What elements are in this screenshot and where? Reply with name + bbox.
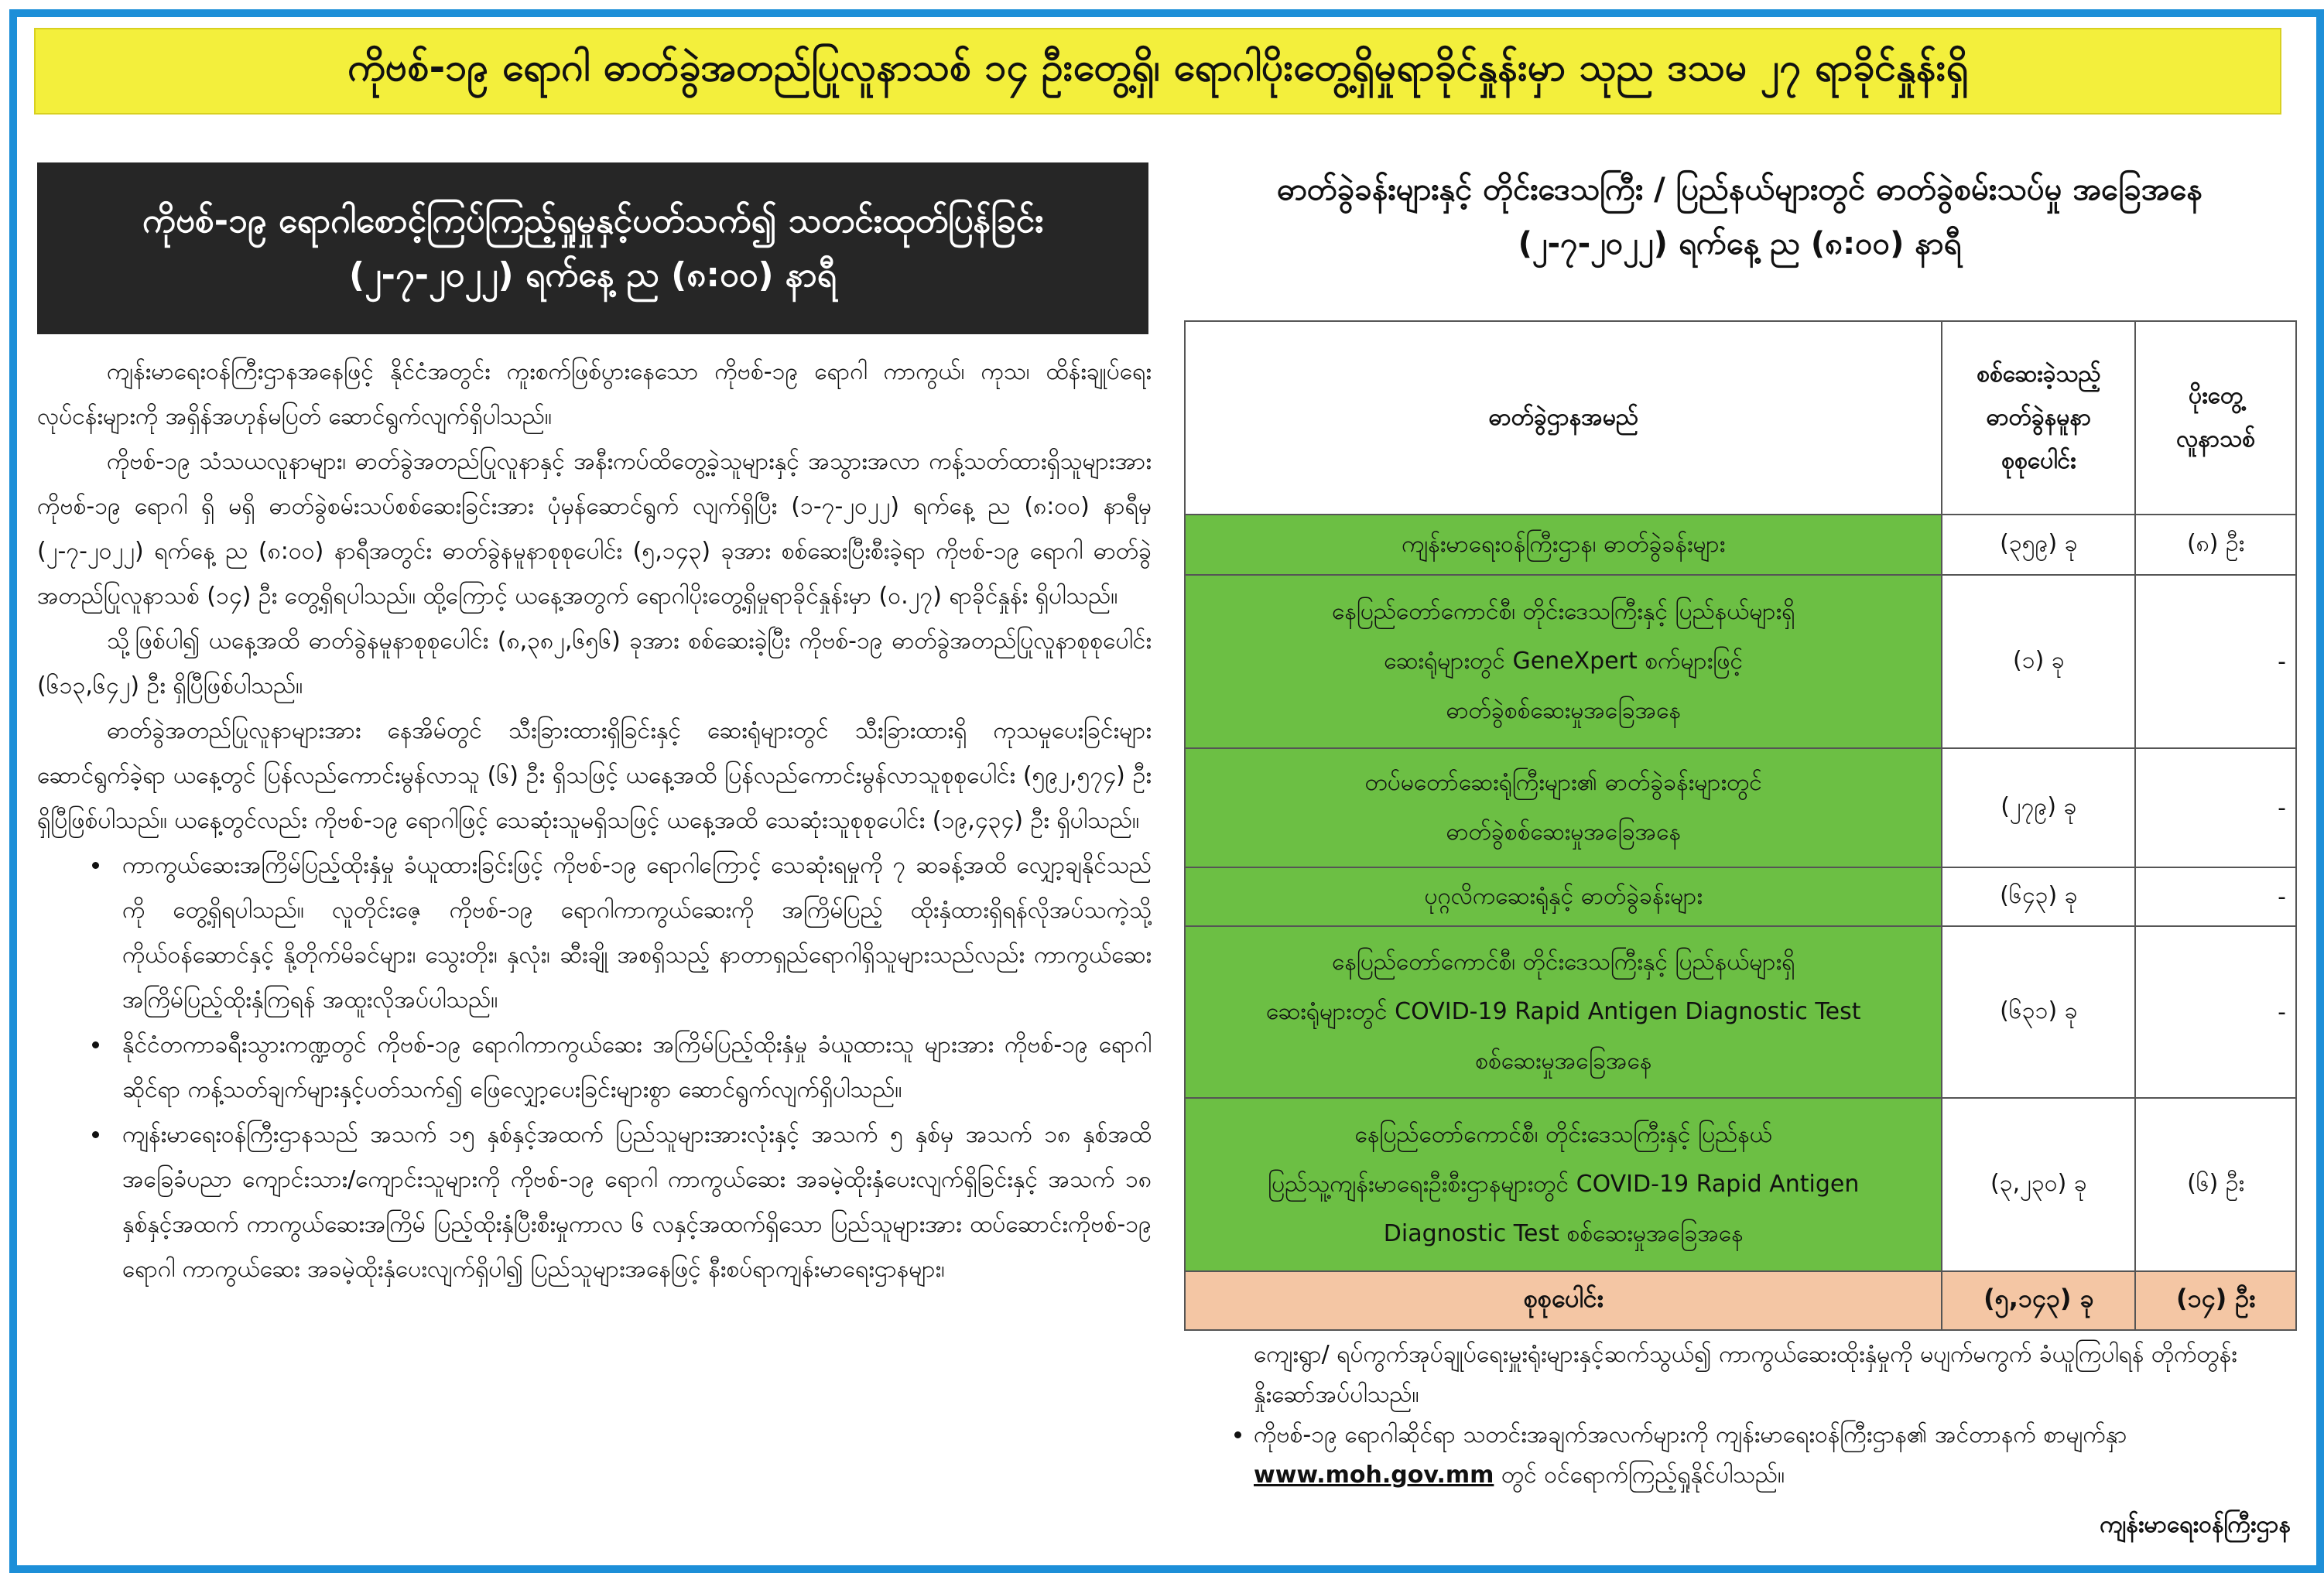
table-header-row xyxy=(1185,321,2296,515)
bullet-list xyxy=(37,843,1152,1292)
headline-banner: ကိုဗစ်-၁၉ ရောဂါ ဓာတ်ခွဲအတည်ပြုလူနာသစ် ၁၄ ဦးတွေ့ရှိ၊ ရောဂါပိုးတွေ့ရှိမှုရာခိုင်နှုန်းမှာ သုည ဒသမ ၂၇ ရာခိုင်နှုန်းရှိ xyxy=(34,28,2281,115)
right-title-block xyxy=(1183,162,2297,271)
positive-cell: - xyxy=(2135,926,2296,1098)
header-lab-name: ဓာတ်ခွဲဌာနအမည် xyxy=(1185,321,1942,515)
positive-cell: - xyxy=(2135,867,2296,926)
lab-name-cell: နေပြည်တော်ကောင်စီ၊ တိုင်းဒေသကြီးနှင့် ပြည်နယ်များရှိ ဆေးရုံများတွင် GeneXpert စက်များဖြင့် ဓာတ်ခွဲစစ်ဆေးမှုအခြေအနေ xyxy=(1185,575,1942,748)
header-positive: ပိုးတွေ့ လူနာသစ် xyxy=(2135,321,2296,515)
table-row xyxy=(1185,575,2296,748)
tested-cell: (၆၃၁) ခု xyxy=(1942,926,2135,1098)
lab-name-cell: နေပြည်တော်ကောင်စီ၊ တိုင်းဒေသကြီးနှင့် ပြည်နယ်များရှိ ဆေးရုံများတွင် COVID-19 Rapid Antigen Diagnostic Test စစ်ဆေးမှုအခြေအနေ xyxy=(1185,926,1942,1098)
left-title-box xyxy=(37,162,1148,334)
notes xyxy=(1223,1335,2298,1496)
tested-cell: (၆၄၃) ခု xyxy=(1942,867,2135,926)
note-item: • ကိုဗစ်-၁၉ ရောဂါဆိုင်ရာ သတင်းအချက်အလက်များကို ကျန်းမာရေးဝန်ကြီးဌာန၏ အင်တာနက် စာမျက်နှာ www.moh.gov.mm တွင် ဝင်ရောက်ကြည့်ရှုနိုင်ပါသည်။ xyxy=(1254,1415,2298,1496)
tested-cell: (၃,၂၃၀) ခု xyxy=(1942,1098,2135,1271)
table-total-row xyxy=(1185,1271,2296,1330)
positive-cell: (၆) ဦး xyxy=(2135,1098,2296,1271)
header-tested: စစ်ဆေးခဲ့သည့် ဓာတ်ခွဲနမူနာ စုစုပေါင်း xyxy=(1942,321,2135,515)
tested-cell: (၂၇၉) ခု xyxy=(1942,748,2135,867)
total-positive: (၁၄) ဦး xyxy=(2135,1271,2296,1330)
left-date: (၂-၇-၂၀၂၂) ရက်နေ့ ည (၈:၀၀) နာရီ xyxy=(348,255,837,295)
tested-cell: (၁) ခု xyxy=(1942,575,2135,748)
left-body xyxy=(37,350,1152,1545)
paragraph: ဓာတ်ခွဲအတည်ပြုလူနာများအား နေအိမ်တွင် သီးခြားထားရှိခြင်းနှင့် ဆေးရုံများတွင် သီးခြားထားရှိ ကုသမှုပေးခြင်းများ ဆောင်ရွက်ခဲ့ရာ ယနေ့တွင် ပြန်လည်ကောင်းမွန်လာသူ (၆) ဦး ရှိသဖြင့် ယနေ့အထိ ပြန်လည်ကောင်းမွန်လာသူစုစုပေါင်း (၅၉၂,၅၇၄) ဦး ရှိပြီဖြစ်ပါသည်။ ယနေ့တွင်လည်း ကိုဗစ်-၁၉ ရောဂါဖြင့် သေဆုံးသူမရှိသဖြင့် ယနေ့အထိ သေဆုံးသူစုစုပေါင်း (၁၉,၄၃၄) ဦး ရှိပါသည်။ xyxy=(37,717,1152,834)
table-row xyxy=(1185,867,2296,926)
note-item: ကျေးရွာ/ ရပ်ကွက်အုပ်ချုပ်ရေးမှူးရုံးများနှင့်ဆက်သွယ်၍ ကာကွယ်ဆေးထိုးနှံမှုကို မပျက်မကွက် ခံယူကြပါရန် တိုက်တွန်းနှိုးဆော်အပ်ပါသည်။ xyxy=(1254,1341,2237,1408)
positive-cell: - xyxy=(2135,748,2296,867)
paragraph: ကျန်းမာရေးဝန်ကြီးဌာနအနေဖြင့် နိုင်ငံအတွင်း ကူးစက်ဖြစ်ပွားနေသော ကိုဗစ်-၁၉ ရောဂါ ကာကွယ်၊ ကုသ၊ ထိန်းချုပ်ရေးလုပ်ငန်းများကို အရှိန်အဟုန်မပြတ် ဆောင်ရွက်လျက်ရှိပါသည်။ xyxy=(37,358,1152,430)
right-date: (၂-၇-၂၀၂၂) ရက်နေ့ ည (၈:၀၀) နာရီ xyxy=(1518,226,1962,262)
moh-website-link[interactable]: www.moh.gov.mm xyxy=(1254,1462,1494,1489)
right-title: ဓာတ်ခွဲခန်းများနှင့် တိုင်းဒေသကြီး / ပြည်နယ်များတွင် ဓာတ်ခွဲစမ်းသပ်မှု အခြေအနေ xyxy=(1276,172,2203,207)
table-row xyxy=(1185,515,2296,575)
table-row xyxy=(1185,748,2296,867)
table-row xyxy=(1185,926,2296,1098)
lab-name-cell: ကျန်းမာရေးဝန်ကြီးဌာန၊ ဓာတ်ခွဲခန်းများ xyxy=(1185,515,1942,575)
lab-testing-table xyxy=(1184,320,2297,1331)
lab-name-cell: နေပြည်တော်ကောင်စီ၊ တိုင်းဒေသကြီးနှင့် ပြည်နယ် ပြည်သူ့ကျန်းမာရေးဦးစီးဌာနများတွင် COVID-19 Rapid Antigen Diagnostic Test စစ်ဆေးမှုအခြေအနေ xyxy=(1185,1098,1942,1271)
paragraph: ကိုဗစ်-၁၉ သံသယလူနာများ၊ ဓာတ်ခွဲအတည်ပြုလူနာနှင့် အနီးကပ်ထိတွေ့ခဲ့သူများနှင့် အသွားအလာ ကန့်သတ်ထားရှိသူများအား ကိုဗစ်-၁၉ ရောဂါ ရှိ မရှိ ဓာတ်ခွဲစမ်းသပ်စစ်ဆေးခြင်းအား ပုံမှန်ဆောင်ရွက် လျက်ရှိပြီး (၁-၇-၂၀၂၂) ရက်နေ့ ည (၈:၀၀) နာရီမှ (၂-၇-၂၀၂၂) ရက်နေ့ ည (၈:၀၀) နာရီအတွင်း ဓာတ်ခွဲနမူနာစုစုပေါင်း (၅,၁၄၃) ခုအား စစ်ဆေးပြီးစီးခဲ့ရာ ကိုဗစ်-၁၉ ရောဂါ ဓာတ်ခွဲအတည်ပြုလူနာသစ် (၁၄) ဦး တွေ့ရှိရပါသည်။ ထို့ကြောင့် ယနေ့အတွက် ရောဂါပိုးတွေ့ရှိမှုရာခိုင်နှုန်းမှာ (၀.၂၇) ရာခိုင်နှုန်း ရှိပါသည်။ xyxy=(37,448,1152,610)
bullet-item: • ကျန်းမာရေးဝန်ကြီးဌာနသည် အသက် ၁၅ နှစ်နှင့်အထက် ပြည်သူများအားလုံးနှင့် အသက် ၅ နှစ်မှ အသက် ၁၈ နှစ်အထိ အခြေခံပညာ ကျောင်းသား/ကျောင်းသူများကို ကိုဗစ်-၁၉ ရောဂါ ကာကွယ်ဆေး အခမဲ့ထိုးနှံပေးလျက်ရှိခြင်းနှင့် အသက် ၁၈ နှစ်နှင့်အထက် ကာကွယ်ဆေးအကြိမ် ပြည့်ထိုးနှံပြီးစီးမှုကာလ ၆ လနှင့်အထက်ရှိသော ပြည်သူများအား ထပ်ဆောင်းကိုဗစ်-၁၉ ရောဂါ ကာကွယ်ဆေး အခမဲ့ထိုးနှံပေးလျက်ရှိပါ၍ ပြည်သူများအနေဖြင့် နီးစပ်ရာကျန်းမာရေးဌာနများ၊ xyxy=(111,1113,1152,1292)
positive-cell: - xyxy=(2135,575,2296,748)
paragraph: သို့ဖြစ်ပါ၍ ယနေ့အထိ ဓာတ်ခွဲနမူနာစုစုပေါင်း (၈,၃၈၂,၆၅၆) ခုအား စစ်ဆေးခဲ့ပြီး ကိုဗစ်-၁၉ ဓာတ်ခွဲအတည်ပြုလူနာစုစုပေါင်း (၆၁၃,၆၄၂) ဦး ရှိပြီဖြစ်ပါသည်။ xyxy=(37,627,1152,699)
bullet-item: • ကာကွယ်ဆေးအကြိမ်ပြည့်ထိုးနှံမှု ခံယူထားခြင်းဖြင့် ကိုဗစ်-၁၉ ရောဂါကြောင့် သေဆုံးရမှုကို ၇ ဆခန့်အထိ လျှော့ချနိုင်သည်ကို တွေ့ရှိရပါသည်။ လူတိုင်းဇေ့ ကိုဗစ်-၁၉ ရောဂါကာကွယ်ဆေးကို အကြိမ်ပြည့် ထိုးနှံထားရှိရန်လိုအပ်သကဲ့သို့ ကိုယ်ဝန်ဆောင်နှင့် နို့တိုက်မိခင်များ၊ သွေးတိုး၊ နှလုံး၊ ဆီးချို အစရှိသည့် နာတာရှည်ရောဂါရှိသူများသည်လည်း ကာကွယ်ဆေး အကြိမ်ပြည့်ထိုးနှံကြရန် အထူးလိုအပ်ပါသည်။ xyxy=(111,843,1152,1023)
left-title: ကိုဗစ်-၁၉ ရောဂါစောင့်ကြပ်ကြည့်ရှုမှုနှင့်ပတ်သက်၍ သတင်းထုတ်ပြန်ခြင်း xyxy=(142,201,1044,241)
table-row xyxy=(1185,1098,2296,1271)
total-label: စုစုပေါင်း xyxy=(1185,1271,1942,1330)
positive-cell: (၈) ဦး xyxy=(2135,515,2296,575)
notes-list xyxy=(1223,1335,2298,1496)
bullet-item: • နိုင်ငံတကာခရီးသွားကဏ္ဍတွင် ကိုဗစ်-၁၉ ရောဂါကာကွယ်ဆေး အကြိမ်ပြည့်ထိုးနှံမှု ခံယူထားသူ များအား ကိုဗစ်-၁၉ ရောဂါဆိုင်ရာ ကန့်သတ်ချက်များနှင့်ပတ်သက်၍ ဖြေလျှော့ပေးခြင်းများစွာ ဆောင်ရွက်လျက်ရှိပါသည်။ xyxy=(111,1023,1152,1113)
signature: ကျန်းမာရေးဝန်ကြီးဌာန xyxy=(2100,1511,2291,1538)
tested-cell: (၃၅၉) ခု xyxy=(1942,515,2135,575)
lab-name-cell: ပုဂ္ဂလိကဆေးရုံနှင့် ဓာတ်ခွဲခန်းများ xyxy=(1185,867,1942,926)
lab-name-cell: တပ်မတော်ဆေးရုံကြီးများ၏ ဓာတ်ခွဲခန်းများတွင် ဓာတ်ခွဲစစ်ဆေးမှုအခြေအနေ xyxy=(1185,748,1942,867)
total-tested: (၅,၁၄၃) ခု xyxy=(1942,1271,2135,1330)
